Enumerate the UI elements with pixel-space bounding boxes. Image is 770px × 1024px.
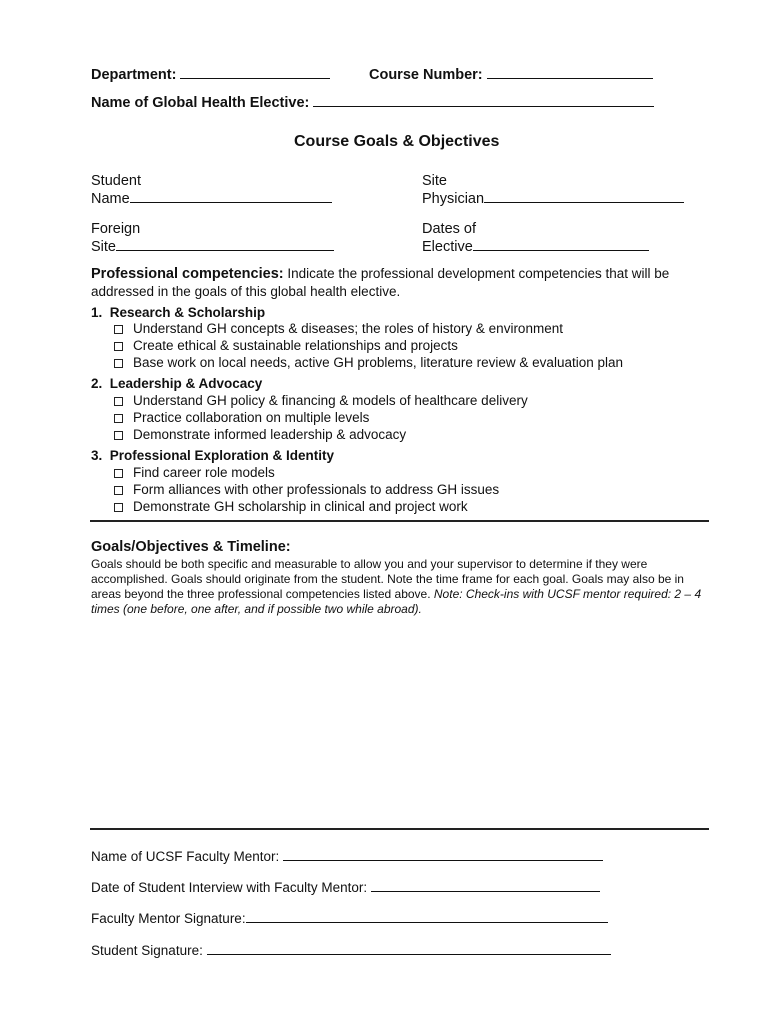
interview-date-line[interactable] (371, 879, 600, 892)
section-divider (90, 828, 709, 830)
checkbox-item[interactable] (114, 393, 528, 408)
checkbox-item[interactable] (114, 338, 458, 353)
goals-writing-area[interactable] (91, 620, 709, 820)
checkbox-label: Find career role models (133, 465, 275, 480)
checkbox-item[interactable] (114, 465, 275, 480)
checkbox[interactable] (114, 414, 123, 423)
department-line[interactable] (180, 66, 330, 79)
section-title-research: 1. Research & Scholarship (91, 305, 266, 320)
course-number-label: Course Number: (369, 67, 483, 83)
site-physician-label-1: Site (422, 173, 447, 189)
site-physician-label-2: Physician (422, 191, 485, 207)
dates-elective-field[interactable] (422, 220, 649, 256)
checkbox[interactable] (114, 359, 123, 368)
checkbox-label: Understand GH concepts & diseases; the roles of history & environment (133, 321, 563, 336)
mentor-signature-line[interactable] (246, 910, 608, 923)
checkbox-item[interactable] (114, 427, 406, 442)
foreign-site-line[interactable] (116, 238, 334, 251)
checkbox-item[interactable] (114, 499, 468, 514)
course-number-field[interactable] (369, 66, 653, 83)
interview-date-label: Date of Student Interview with Faculty Mentor: (91, 880, 368, 895)
site-physician-field[interactable] (422, 172, 684, 208)
checkbox[interactable] (114, 431, 123, 440)
checkbox-item[interactable] (114, 482, 499, 497)
competencies-intro-text: Indicate the professional development competencies that will be (283, 266, 670, 281)
checkbox[interactable] (114, 486, 123, 495)
mentor-signature-field[interactable] (91, 910, 608, 926)
elective-name-line[interactable] (313, 94, 654, 107)
goals-body: Goals should be both specific and measurable to allow you and your supervisor to determine if they were accomplished. Goals should originate from the student. Note the time frame for each goal. Goals may also be in areas beyond the three professional competencies listed above. (91, 557, 684, 601)
department-field[interactable] (91, 66, 330, 83)
checkbox-label: Form alliances with other professionals to address GH issues (133, 482, 500, 497)
student-signature-label: Student Signature: (91, 943, 203, 958)
page-title: Course Goals & Objectives (294, 133, 500, 150)
foreign-site-field[interactable] (91, 220, 334, 256)
student-name-label-1: Student (91, 173, 141, 189)
checkbox[interactable] (114, 503, 123, 512)
student-name-label-2: Name (91, 191, 130, 207)
elective-name-label: Name of Global Health Elective: (91, 95, 310, 111)
competencies-intro (91, 265, 669, 300)
goals-heading: Goals/Objectives & Timeline: (91, 539, 291, 555)
mentor-name-field[interactable] (91, 848, 603, 864)
checkbox[interactable] (114, 469, 123, 478)
elective-name-field[interactable] (91, 94, 654, 111)
section-divider (90, 520, 709, 522)
site-physician-line[interactable] (484, 190, 684, 203)
checkbox-label: Create ethical & sustainable relationships and projects (133, 338, 458, 353)
competencies-heading: Professional competencies: (91, 266, 284, 282)
student-signature-line[interactable] (207, 942, 611, 955)
checkbox[interactable] (114, 397, 123, 406)
interview-date-field[interactable] (91, 879, 600, 895)
checkbox-label: Understand GH policy & financing & models of healthcare delivery (133, 393, 528, 408)
competencies-intro-text-2: addressed in the goals of this global health elective. (91, 284, 401, 299)
foreign-site-label-1: Foreign (91, 221, 141, 237)
foreign-site-label-2: Site (91, 239, 116, 255)
section-title-exploration: 3. Professional Exploration & Identity (91, 448, 335, 463)
checkbox[interactable] (114, 342, 123, 351)
mentor-name-line[interactable] (283, 848, 603, 861)
goals-note: Note: Check-ins with UCSF mentor required: 2 – 4 times (one before, one after, and if possible two while abroad). (91, 587, 702, 616)
dates-elective-line[interactable] (473, 238, 649, 251)
checkbox-label: Demonstrate GH scholarship in clinical and project work (133, 499, 468, 514)
section-title-leadership: 2. Leadership & Advocacy (91, 376, 263, 391)
mentor-signature-label: Faculty Mentor Signature: (91, 911, 246, 926)
student-signature-field[interactable] (91, 942, 611, 958)
department-label: Department: (91, 67, 177, 83)
checkbox-item[interactable] (114, 321, 563, 336)
checkbox-item[interactable] (114, 355, 623, 370)
checkbox-label: Demonstrate informed leadership & advocacy (133, 427, 407, 442)
checkbox[interactable] (114, 325, 123, 334)
student-name-line[interactable] (130, 190, 332, 203)
checkbox-label: Base work on local needs, active GH problems, literature review & evaluation plan (133, 355, 623, 370)
checkbox-item[interactable] (114, 410, 369, 425)
course-number-line[interactable] (487, 66, 653, 79)
goals-instructions (91, 557, 711, 617)
dates-elective-label-1: Dates of (422, 221, 476, 237)
student-name-field[interactable] (91, 172, 332, 208)
mentor-name-label: Name of UCSF Faculty Mentor: (91, 849, 280, 864)
dates-elective-label-2: Elective (422, 239, 473, 255)
checkbox-label: Practice collaboration on multiple levels (133, 410, 370, 425)
